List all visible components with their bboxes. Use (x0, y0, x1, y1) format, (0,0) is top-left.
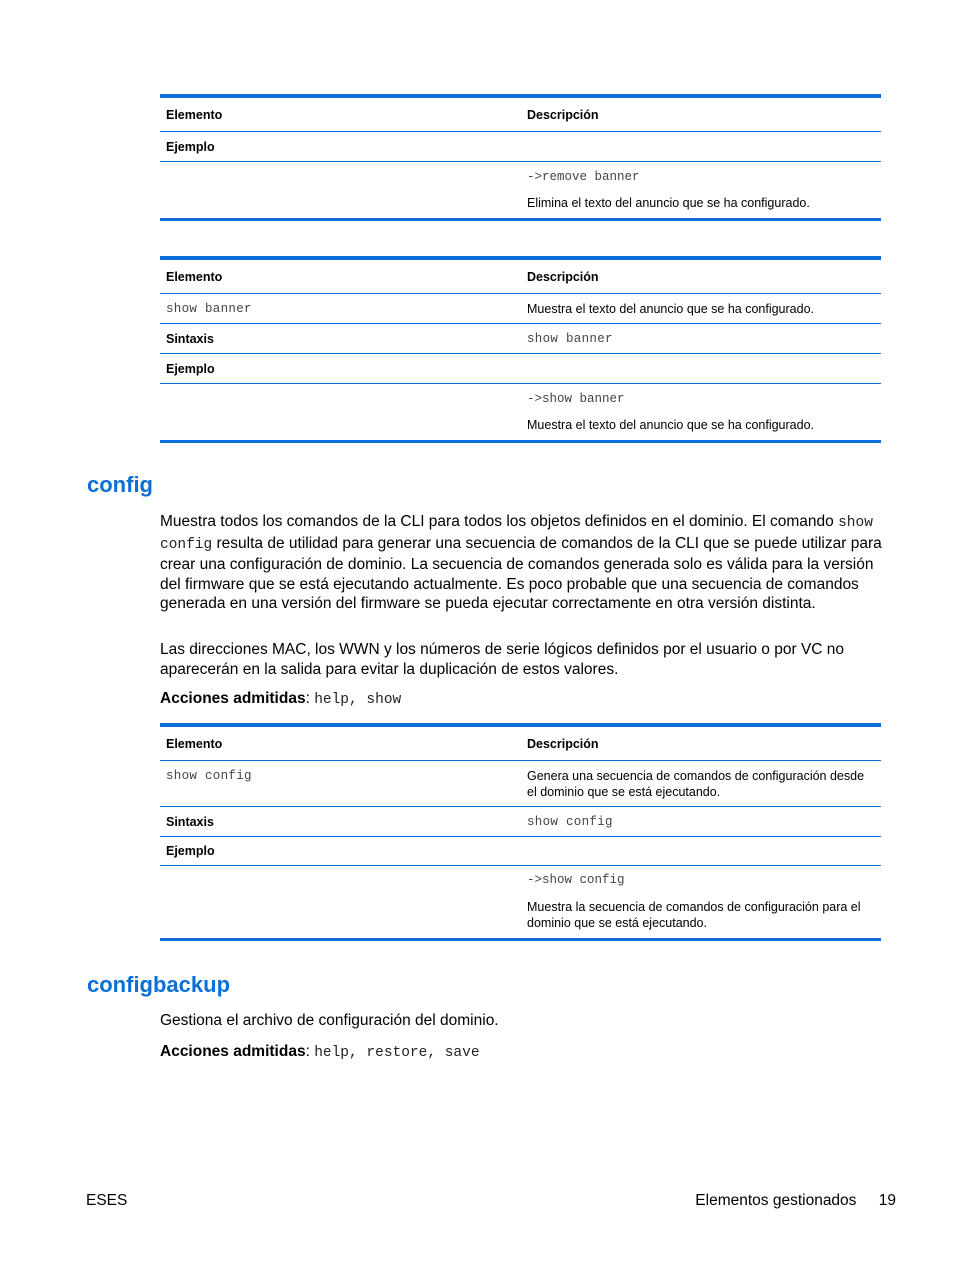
table-row-sintaxis (160, 324, 881, 354)
table-row-command (160, 761, 881, 807)
header-elemento: Elemento (166, 736, 223, 751)
footer-left: ESES (86, 1192, 128, 1209)
header-descripcion: Descripción (527, 736, 599, 751)
config-paragraph-2: Las direcciones MAC, los WWN y los números de serie lógicos definidos por el usuario o por VC no aparecerán en la salida para evitar la duplicación de estos valores. (160, 641, 845, 678)
config-paragraph-1: Muestra todos los comandos de la CLI para todos los objetos definidos en el dominio. El comando show config resulta de utilidad para generar una secuencia de comandos de la CLI que se puede utilizar para crear una configuración de dominio. La secuencia de comandos generada solo es válida para la versión del firmware que se está ejecutando actualmente. Es poco probable que una secuencia de comandos generada en una versión del firmware se pueda ejecutar correctamente en otra versión distinta. (160, 513, 882, 612)
ejemplo-label: Ejemplo (166, 139, 215, 154)
sintaxis-label: Sintaxis (166, 814, 214, 829)
command-name: show config (166, 769, 252, 783)
remove-banner-table (160, 94, 881, 221)
footer-section: Elementos gestionados (695, 1192, 857, 1209)
table-row-command (160, 294, 881, 324)
table-header-row (160, 260, 881, 294)
page-number: 19 (878, 1192, 896, 1209)
example-description: Muestra la secuencia de comandos de configuración para el dominio que se está ejecutando. (527, 900, 861, 930)
header-elemento: Elemento (166, 107, 223, 122)
config-acciones: Acciones admitidas: help, show (160, 690, 402, 708)
table-row-example (160, 384, 881, 440)
header-descripcion: Descripción (527, 107, 599, 122)
sintaxis-value: show banner (527, 331, 613, 346)
configbackup-paragraph: Gestiona el archivo de configuración del dominio. (160, 1012, 499, 1029)
command-name: show banner (166, 301, 252, 316)
show-banner-table (160, 256, 881, 443)
acciones-label: Acciones admitidas (160, 1043, 306, 1060)
configbackup-acciones: Acciones admitidas: help, restore, save (160, 1043, 480, 1061)
acciones-value: help, show (314, 692, 402, 708)
header-elemento: Elemento (166, 269, 223, 284)
table-header-row (160, 98, 881, 132)
example-description: Muestra el texto del anuncio que se ha configurado. (527, 418, 814, 432)
example-command: ->show config (527, 873, 625, 887)
example-command: ->show banner (527, 392, 625, 406)
table-header-row (160, 727, 881, 761)
section-title-config: config (87, 472, 153, 497)
header-descripcion: Descripción (527, 269, 599, 284)
sintaxis-label: Sintaxis (166, 331, 214, 346)
command-description: Genera una secuencia de comandos de configuración desde el dominio que se está ejecutando. (527, 768, 865, 799)
section-title-configbackup: configbackup (87, 972, 231, 997)
sintaxis-value: show config (527, 814, 613, 829)
inline-code: show config (160, 515, 873, 553)
acciones-value: help, restore, save (314, 1045, 480, 1061)
footer-right (695, 1192, 896, 1210)
table-row-ejemplo (160, 132, 881, 162)
table-row-example (160, 162, 881, 218)
command-description: Muestra el texto del anuncio que se ha configurado. (527, 301, 814, 316)
ejemplo-label: Ejemplo (166, 361, 215, 376)
table-row-sintaxis (160, 807, 881, 837)
table-row-ejemplo (160, 837, 881, 866)
show-config-table (160, 723, 881, 941)
example-command: ->remove banner (527, 170, 640, 184)
acciones-label: Acciones admitidas (160, 690, 306, 707)
ejemplo-label: Ejemplo (166, 844, 215, 858)
example-description: Elimina el texto del anuncio que se ha configurado. (527, 196, 810, 210)
table-row-ejemplo (160, 354, 881, 384)
table-row-example (160, 866, 881, 938)
